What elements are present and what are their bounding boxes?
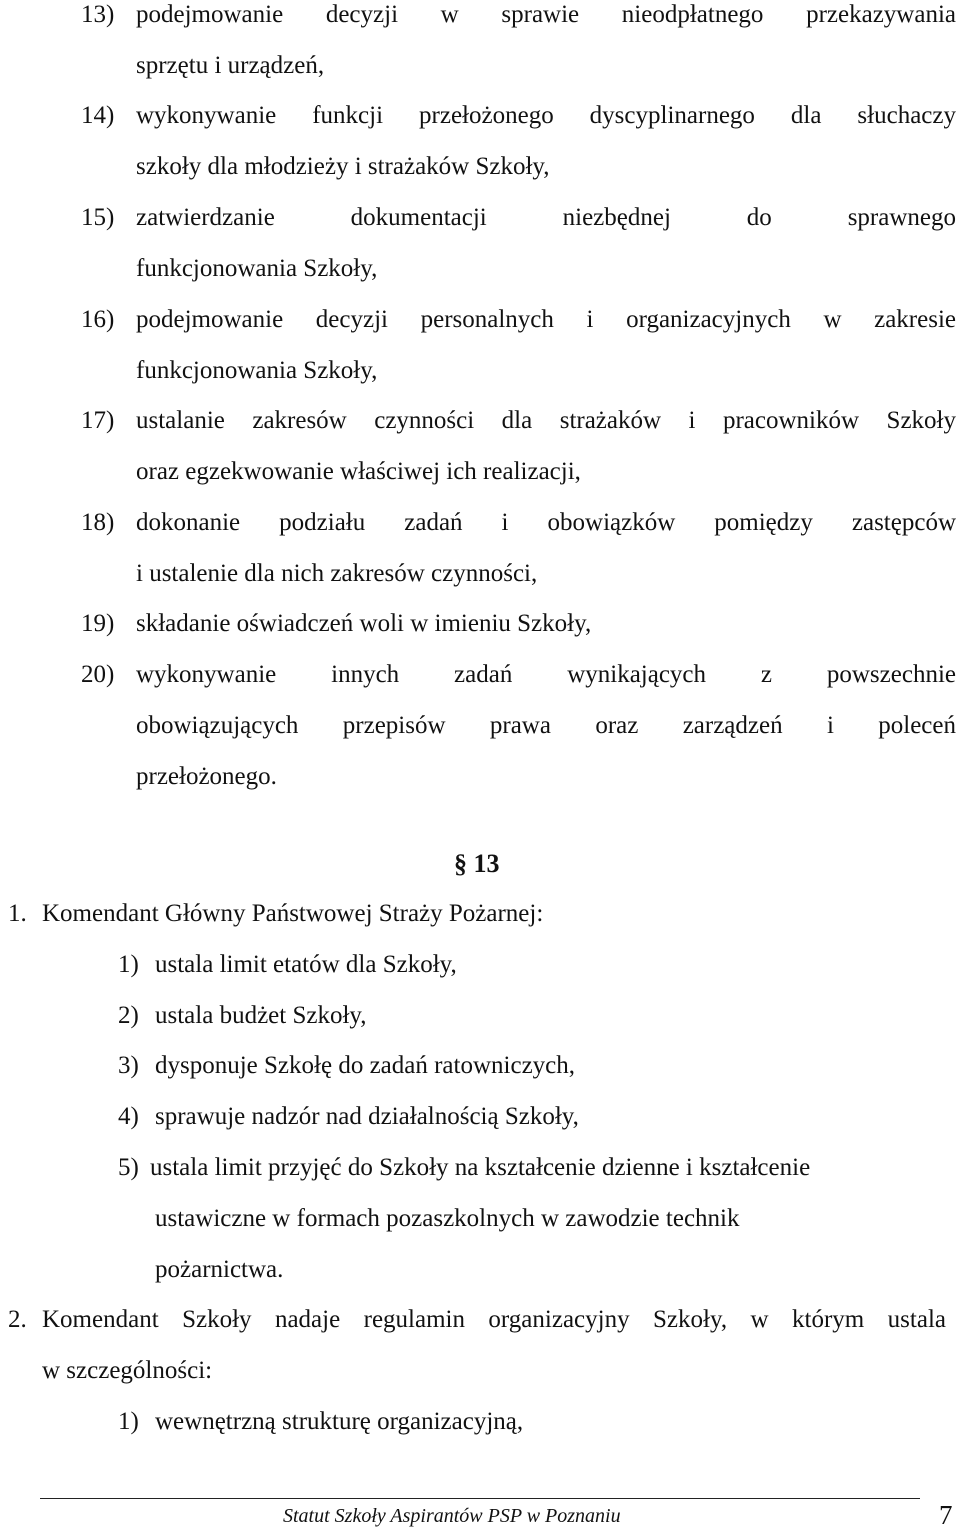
list-item-line: oraz egzekwowanie właściwej ich realizacji, (136, 458, 581, 485)
list-item-line: przełożonego. (136, 763, 277, 790)
list-item-line: sprawuje nadzór nad działalnością Szkoły, (155, 1103, 579, 1130)
list-item-line: wykonywanie funkcji przełożonego dyscyplinarnego dla słuchaczy (136, 102, 956, 129)
list-number: 20) (81, 661, 115, 688)
list-item-line: składanie oświadczeń woli w imieniu Szkoły, (136, 610, 592, 637)
section-heading: § 13 (454, 849, 500, 878)
list-item-line: szkoły dla młodzieży i strażaków Szkoły, (136, 153, 550, 180)
paragraph-text: Komendant Główny Państwowej Straży Pożarnej: (42, 900, 544, 927)
list-item-line: pożarnictwa. (155, 1256, 284, 1283)
list-item-line: dokonanie podziału zadań i obowiązków pomiędzy zastępców (136, 509, 956, 536)
list-number: 5) (118, 1154, 139, 1181)
list-item-line: funkcjonowania Szkoły, (136, 357, 378, 384)
list-number: 14) (81, 102, 115, 129)
list-number: 4) (118, 1103, 139, 1130)
list-item-line: wewnętrzną strukturę organizacyjną, (155, 1408, 524, 1435)
list-number: 13) (81, 1, 115, 28)
list-item-line: ustala limit etatów dla Szkoły, (155, 951, 457, 978)
list-number: 3) (118, 1052, 139, 1079)
footer-title: Statut Szkoły Aspirantów PSP w Poznaniu (283, 1505, 621, 1527)
list-item-line: ustalanie zakresów czynności dla strażaków i pracowników Szkoły (136, 407, 956, 434)
page-number: 7 (939, 1500, 953, 1530)
list-number: 1) (118, 951, 139, 978)
list-number: 16) (81, 306, 115, 333)
paragraph-number: 1. (8, 900, 27, 927)
footer-rule (40, 1498, 920, 1499)
list-item-line: wykonywanie innych zadań wynikających z powszechnie (136, 661, 956, 688)
list-item-line: podejmowanie decyzji personalnych i organizacyjnych w zakresie (136, 306, 956, 333)
list-number: 19) (81, 610, 115, 637)
list-number: 15) (81, 204, 115, 231)
list-item-line: ustala limit przyjęć do Szkoły na kształcenie dzienne i kształcenie (150, 1154, 811, 1181)
list-number: 18) (81, 509, 115, 536)
list-number: 17) (81, 407, 115, 434)
list-item-line: ustawiczne w formach pozaszkolnych w zawodzie technik (155, 1205, 740, 1232)
list-item-line: i ustalenie dla nich zakresów czynności, (136, 560, 538, 587)
list-item-line: dysponuje Szkołę do zadań ratowniczych, (155, 1052, 576, 1079)
list-item-line: funkcjonowania Szkoły, (136, 255, 378, 282)
paragraph-text: Komendant Szkoły nadaje regulamin organizacyjny Szkoły, w którym ustala (42, 1306, 946, 1333)
list-item-line: obowiązujących przepisów prawa oraz zarządzeń i poleceń (136, 712, 956, 739)
paragraph-text: w szczególności: (42, 1357, 213, 1384)
list-item-line: podejmowanie decyzji w sprawie nieodpłatnego przekazywania (136, 1, 956, 28)
list-item-line: sprzętu i urządzeń, (136, 52, 325, 79)
list-number: 2) (118, 1002, 139, 1029)
list-number: 1) (118, 1408, 139, 1435)
list-item-line: zatwierdzanie dokumentacji niezbędnej do sprawnego (136, 204, 956, 231)
paragraph-number: 2. (8, 1306, 27, 1333)
list-item-line: ustala budżet Szkoły, (155, 1002, 367, 1029)
